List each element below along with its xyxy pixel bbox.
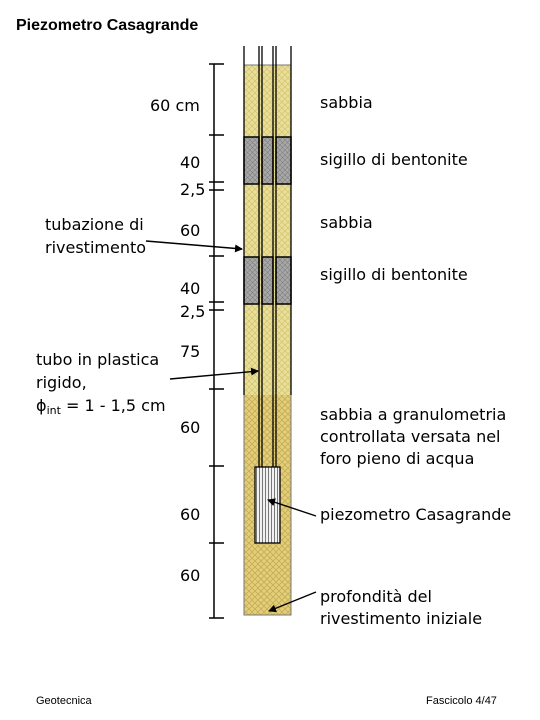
bentonite-seal-lower xyxy=(244,257,291,304)
casing-label-line2: rivestimento xyxy=(45,238,147,257)
footer-right: Fascicolo 4/47 xyxy=(426,695,497,707)
dim-tip: 60 xyxy=(180,505,201,524)
label-piezometer: piezometro Casagrande xyxy=(320,505,512,524)
page-title: Piezometro Casagrande xyxy=(16,17,199,34)
dim-sand-upper: 60 cm xyxy=(150,96,200,115)
bentonite-seal-upper xyxy=(244,137,291,184)
dim-gap-lower: 2,5 xyxy=(180,302,206,321)
diameter-value: = 1 - 1,5 cm xyxy=(60,396,166,415)
label-seal-lower: sigillo di bentonite xyxy=(320,265,468,284)
casagrande-tip xyxy=(255,467,280,543)
label-sand-middle: sabbia xyxy=(320,213,373,232)
casing-label-line1: tubazione di xyxy=(45,215,144,234)
dim-seal-lower: 40 xyxy=(180,279,201,298)
label-seal-upper: sigillo di bentonite xyxy=(320,150,468,169)
sand-upper-fill xyxy=(244,65,291,395)
dim-seal-upper: 40 xyxy=(180,153,201,172)
dimension-line xyxy=(209,64,224,618)
label-graded-line2: controllata versata nel xyxy=(320,427,501,446)
label-sand-upper: sabbia xyxy=(320,93,373,112)
tube-diameter-label xyxy=(36,396,166,417)
tube-label-line1: tubo in plastica xyxy=(36,350,160,369)
dim-graded-lower: 60 xyxy=(180,418,201,437)
label-graded-line3: foro pieno di acqua xyxy=(320,449,475,468)
tube-label-line2: rigido, xyxy=(36,373,87,392)
footer-left: Geotecnica xyxy=(36,695,92,707)
int-subscript: int xyxy=(46,404,61,417)
casing-leader-arrow xyxy=(146,241,242,249)
dim-gap-upper: 2,5 xyxy=(180,180,206,199)
dim-sand-middle: 60 xyxy=(180,221,201,240)
dim-bottom: 60 xyxy=(180,566,201,585)
dim-graded-upper: 75 xyxy=(180,342,201,361)
phi-symbol: ϕ xyxy=(36,396,47,415)
label-depth-line1: profondità del xyxy=(320,587,432,606)
label-graded-line1: sabbia a granulometria xyxy=(320,405,507,424)
label-depth-line2: rivestimento iniziale xyxy=(320,609,483,628)
